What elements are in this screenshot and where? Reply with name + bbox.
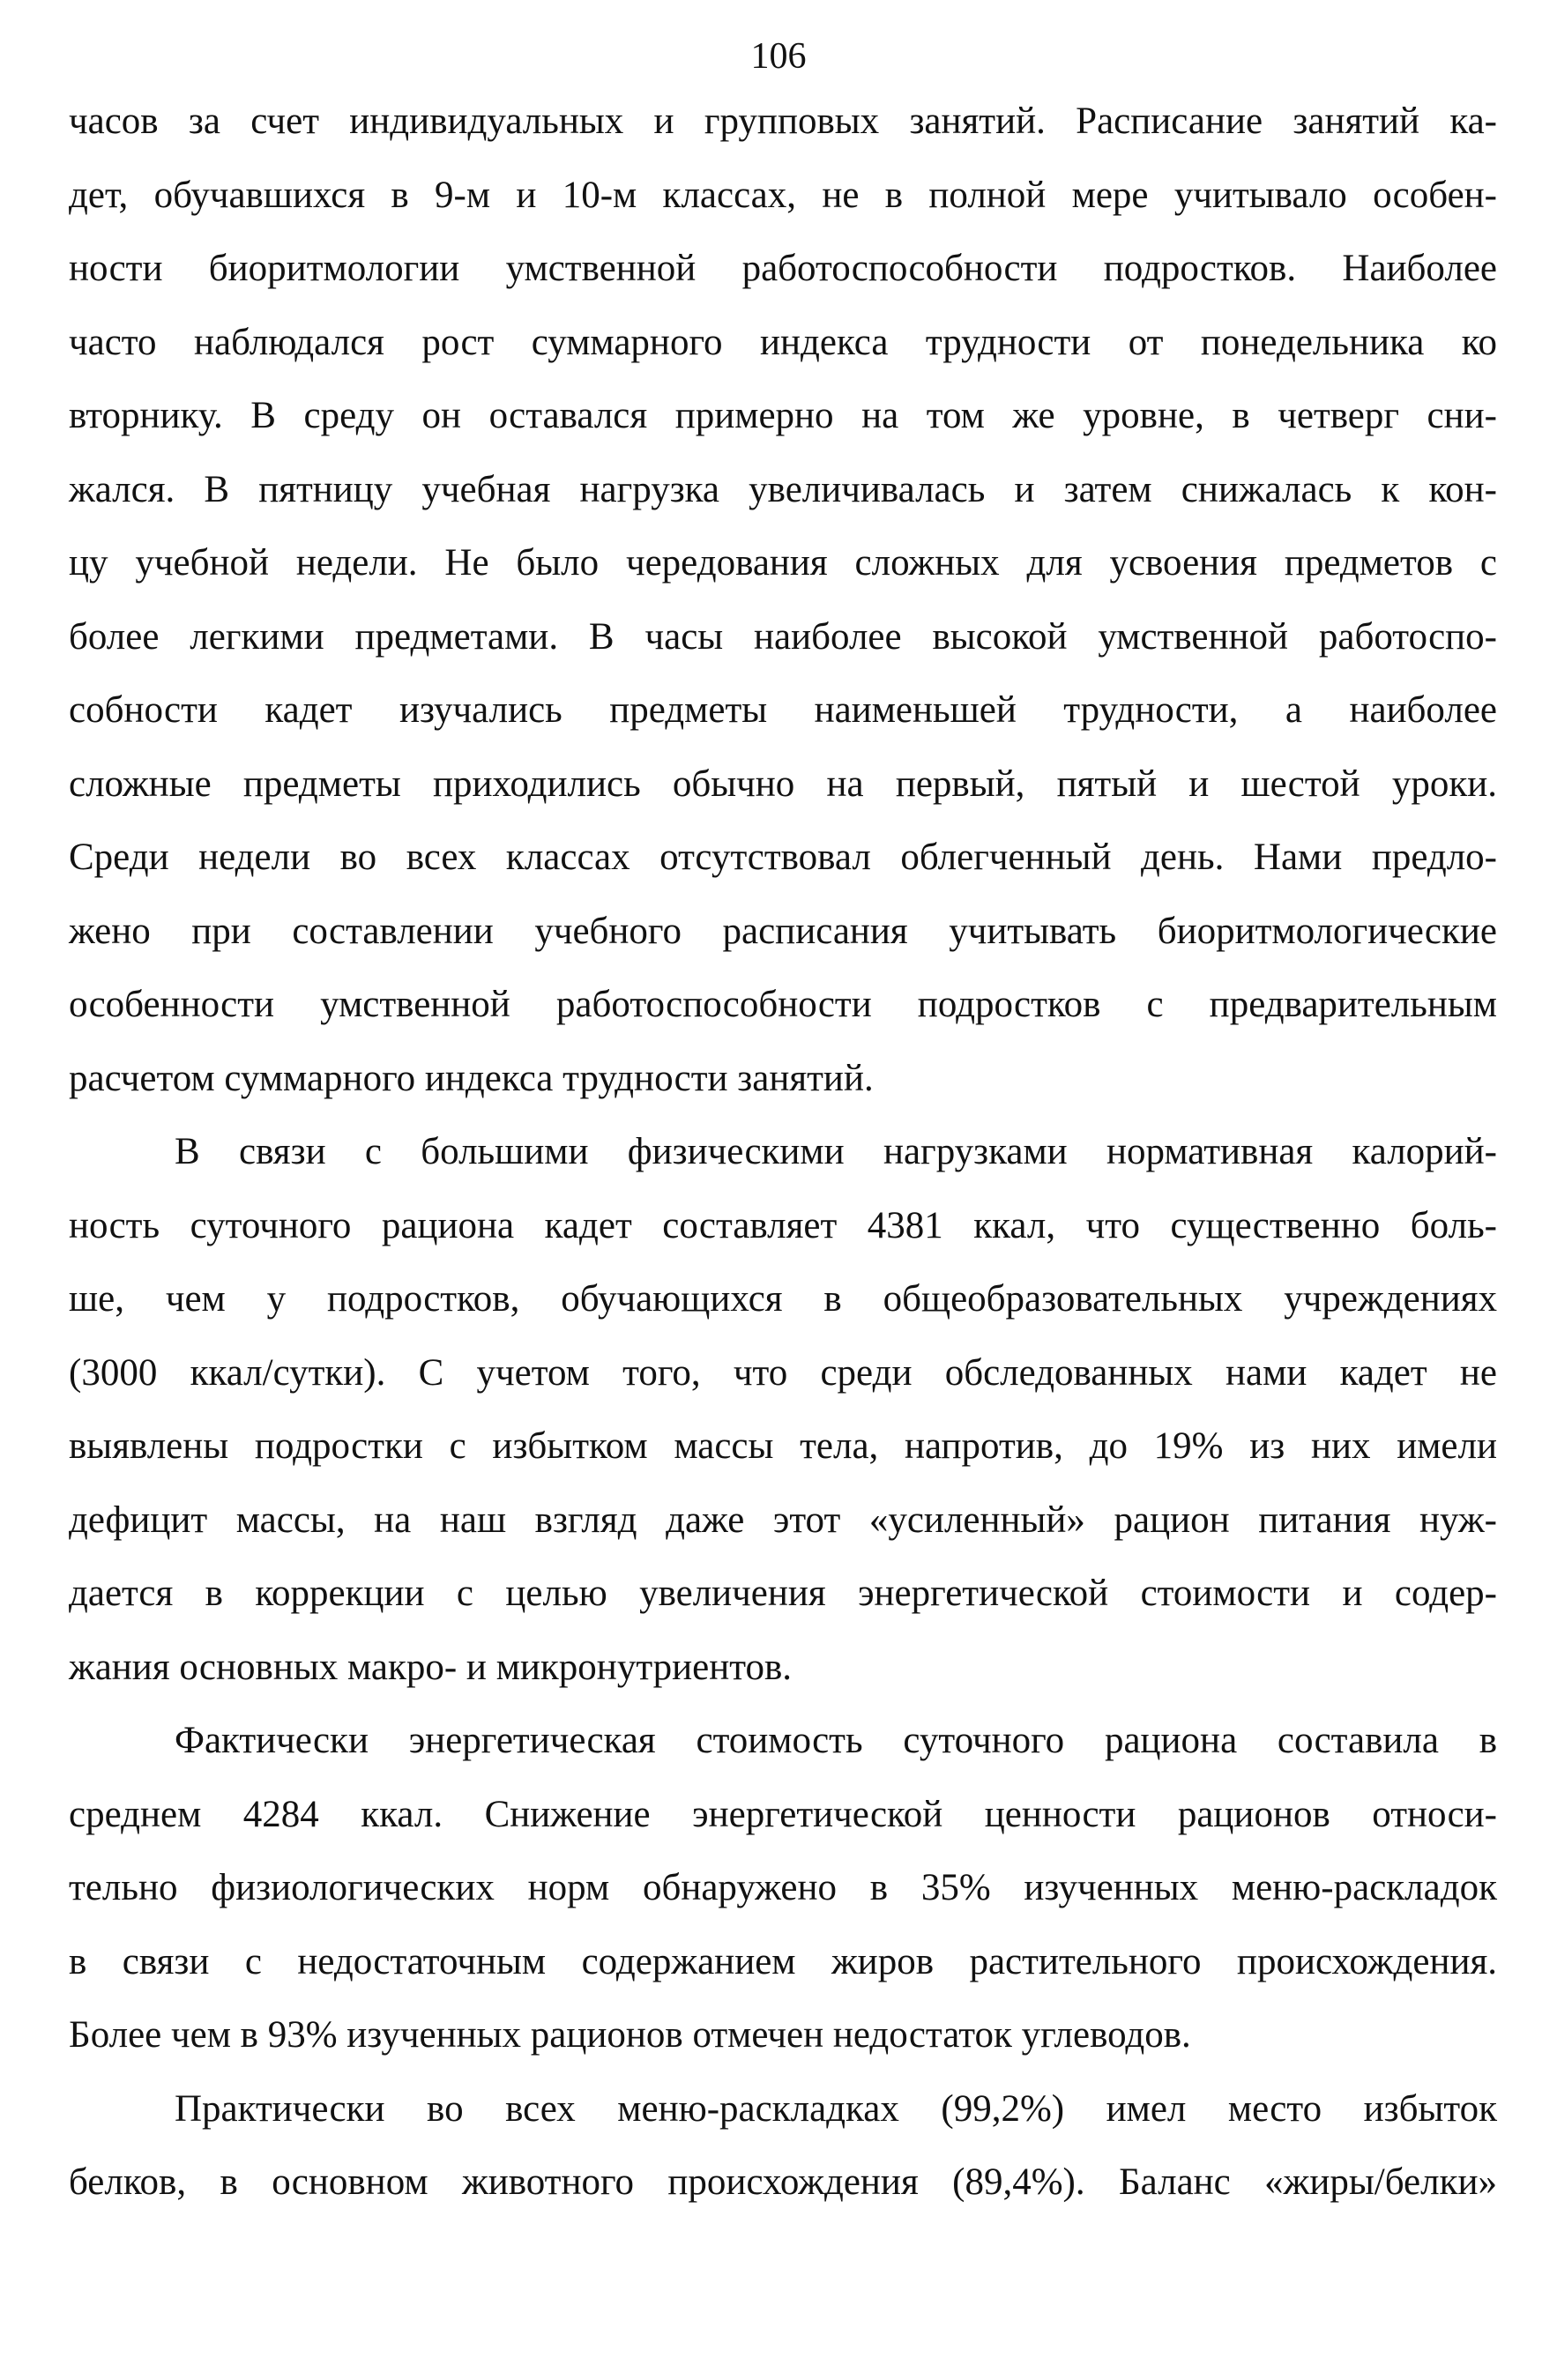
paragraph bbox=[69, 1704, 1497, 2072]
text-line: жания основных макро- и микронутриентов. bbox=[69, 1646, 793, 1688]
text-line: дет, обучавшихся в 9-м и 10-м классах, не в полной мере учитывало особен- bbox=[69, 174, 1497, 216]
text-line: Среди недели во всех классах отсутствовал облегченный день. Нами предло- bbox=[69, 837, 1497, 878]
text-line: белков, в основном животного происхождения (89,4%). Баланс «жиры/белки» bbox=[69, 2161, 1497, 2203]
text-line: Более чем в 93% изученных рационов отмечен недостаток углеводов. bbox=[69, 2014, 1191, 2056]
text-line: часто наблюдался рост суммарного индекса трудности от понедельника ко bbox=[69, 321, 1497, 363]
text-line: тельно физиологических норм обнаружено в 35% изученных меню-раскладок bbox=[69, 1867, 1497, 1908]
text-line: ность суточного рациона кадет составляет 4381 ккал, что существенно боль- bbox=[69, 1204, 1497, 1246]
text-line: ше, чем у подростков, обучающихся в общеобразовательных учреждениях bbox=[69, 1278, 1497, 1320]
text-line: (3000 ккал/сутки). С учетом того, что среди обследованных нами кадет не bbox=[69, 1351, 1497, 1394]
text-line: цу учебной недели. Не было чередования сложных для усвоения предметов с bbox=[69, 542, 1497, 584]
text-line: ности биоритмологии умственной работоспособности подростков. Наиболее bbox=[69, 248, 1497, 289]
page-number: 106 bbox=[750, 36, 807, 77]
body-text bbox=[69, 85, 1497, 2220]
text-line: сложные предметы приходились обычно на первый, пятый и шестой уроки. bbox=[69, 762, 1497, 805]
text-line: собности кадет изучались предметы наименьшей трудности, а наиболее bbox=[69, 689, 1497, 731]
paragraph bbox=[69, 85, 1497, 1115]
text-line: особенности умственной работоспособности подростков с предварительным bbox=[69, 984, 1497, 1025]
paragraph bbox=[69, 1115, 1497, 1704]
text-line: Практически во всех меню-раскладках (99,2%) имел место избыток bbox=[175, 2087, 1497, 2130]
text-line: жено при составлении учебного расписания учитывать биоритмологические bbox=[69, 910, 1497, 952]
text-line: среднем 4284 ккал. Снижение энергетической ценности рационов относи- bbox=[69, 1793, 1497, 1835]
text-line: более легкими предметами. В часы наиболее высокой умственной работоспо- bbox=[69, 615, 1497, 658]
text-line: в связи с недостаточным содержанием жиров растительного происхождения. bbox=[69, 1940, 1497, 1982]
text-line: дается в коррекции с целью увеличения энергетической стоимости и содер- bbox=[69, 1573, 1497, 1614]
text-line: Фактически энергетическая стоимость суточного рациона составила в bbox=[175, 1720, 1497, 1761]
text-line: часов за счет индивидуальных и групповых занятий. Расписание занятий ка- bbox=[69, 100, 1497, 142]
text-line: выявлены подростки с избытком массы тела, напротив, до 19% из них имели bbox=[69, 1425, 1497, 1467]
text-line: вторнику. В среду он оставался примерно на том же уровне, в четверг сни- bbox=[69, 395, 1497, 436]
text-line: расчетом суммарного индекса трудности занятий. bbox=[69, 1057, 874, 1099]
text-line: В связи с большими физическими нагрузками нормативная калорий- bbox=[175, 1131, 1497, 1172]
text-line: жался. В пятницу учебная нагрузка увеличивалась и затем снижалась к кон- bbox=[69, 468, 1497, 510]
paragraph bbox=[69, 2072, 1497, 2220]
text-line: дефицит массы, на наш взгляд даже этот «усиленный» рацион питания нуж- bbox=[69, 1499, 1497, 1541]
